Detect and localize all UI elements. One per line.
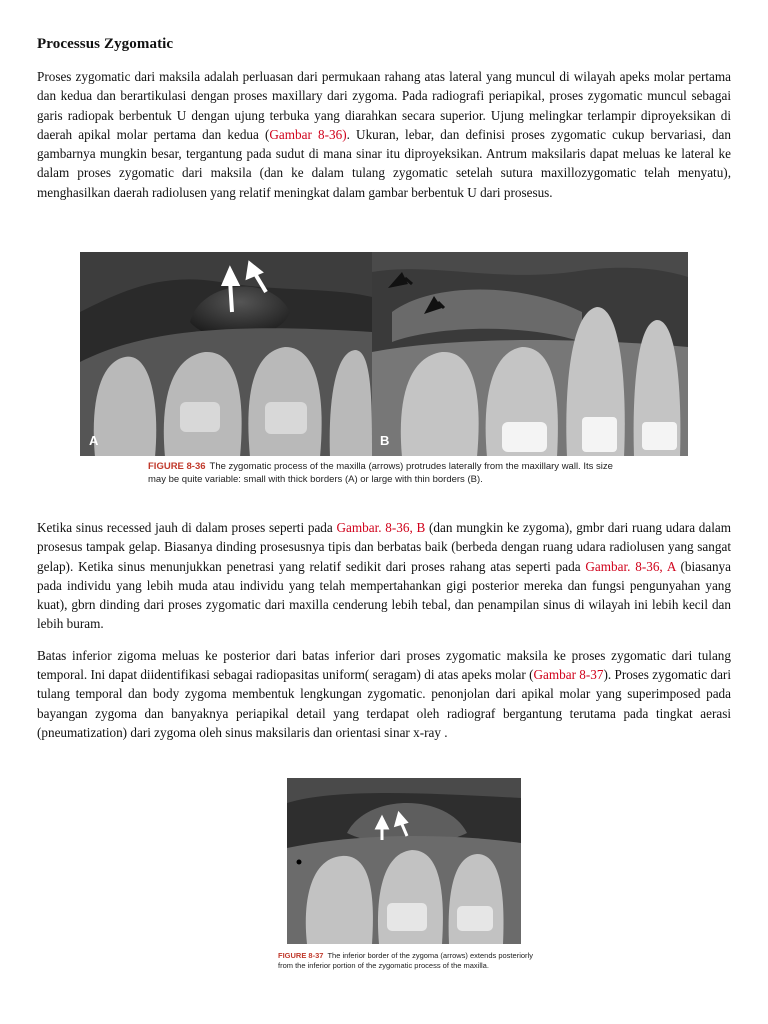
- figure-8-36-number: FIGURE 8-36: [148, 461, 206, 472]
- figure-reference-link[interactable]: Gambar 8-36): [269, 126, 347, 142]
- panel-label-a: A: [89, 433, 99, 448]
- radiograph-a-image: [80, 252, 372, 456]
- paragraph-2: [37, 518, 731, 634]
- paragraph-3-text-a: Batas inferior zigoma meluas ke posterior dari batas inferior dari proses zygomatic maksila ke proses zygomatic dari tulang temporal. Ini dapat diidentifikasi sebagai radiopasitas uniform( seragam) di atas apeks molar (: [37, 647, 731, 683]
- paragraph-1-text-b: . Ukuran, lebar, dan definisi proses zygomatic cukup bervariasi, dan gambarnya mungkin besar, tergantung pada sudut di mana sinar itu diproyeksikan. Antrum maksilaris dapat meluas ke lateral ke dalam proses zygomatic dari maksila (dan ke dalam tulang zygomatic setelah sutura maxillozygomatic telah menyatu), menghasilkan daerah radiolusen yang relatif meningkat dalam gambar berbentuk U dari prosesus.: [37, 126, 731, 200]
- panel-label-b: B: [380, 433, 390, 448]
- figure-8-37-caption: [278, 951, 540, 971]
- figure-8-37-caption-text: The inferior border of the zygoma (arrows) extends posteriorly from the inferior portion of the zygomatic process of the maxilla.: [278, 951, 533, 970]
- radiograph-b-image: [372, 252, 688, 456]
- document-page-lower: [37, 518, 731, 754]
- radiograph-8-37-image: [287, 778, 521, 944]
- figure-8-36-caption-text: The zygomatic process of the maxilla (arrows) protrudes laterally from the maxillary wall. Its size may be quite variable: small with thick borders (A) or large with thin borders (B).: [148, 461, 613, 485]
- paragraph-3: [37, 646, 731, 742]
- figure-8-37-number: FIGURE 8-37: [278, 951, 324, 960]
- figure-8-36: [80, 252, 688, 456]
- paragraph-2-text-c: (biasanya pada individu yang lebih muda atau individu yang telah mempertahankan gigi posterior mereka dan fungsi pengunyahan yang kuat), gbrn dinding dari proses zygomatic dari maxilla cenderung lebih tebal, dan penampilan sinus di wilayah ini lebih kecil dan lebih buram.: [37, 558, 731, 632]
- figure-8-37: [287, 778, 521, 944]
- paragraph-1: [37, 67, 731, 202]
- paragraph-2-text-b: (dan mungkin ke zygoma), gmbr dari ruang udara dalam prosesus tampak gelap. Biasanya dinding prosesusnya tipis dan berbatas baik (berbeda dengan ruang udara radiolusen yang sangat gelap). Ketika sinus menunjukkan penetrasi yang relatif sedikit dari proses rahang atas seperti pada: [37, 520, 732, 574]
- paragraph-1-text-a: Proses zygomatic dari maksila adalah perluasan dari permukaan rahang atas lateral yang muncul di wilayah apeks molar pertama dan kedua dan berartikulasi dengan proses maxillary dari zygoma. Pada radiografi periapikal, proses zygomatic muncul sebagai garis radiopak berbentuk U dengan ujung terbuka yang diarahkan secara superior. Ujung melingkar terlampir diproyeksikan di daerah apikal molar pertama dan kedua (: [37, 69, 731, 142]
- radiograph-panel-a: [80, 252, 372, 456]
- figure-reference-link-b[interactable]: Gambar. 8-36, B: [336, 520, 426, 535]
- paragraph-2-text-a: Ketika sinus recessed jauh di dalam proses seperti pada: [37, 520, 337, 535]
- paragraph-3-text-b: ). Proses zygomatic dari tulang temporal dan body zygoma membentuk lengkungan zygomatic. penonjolan dari apikal molar yang superimposed pada bayangan zygoma dan banyaknya periapikal detail yang terdapat oleh radiograf bergantung terutama pada tingkat aerasi (pneumatization) dari zygoma oleh sinus maksilaris dan orientasi sinar x-ray .: [37, 667, 731, 740]
- radiograph-panel-b: [372, 252, 688, 456]
- figure-reference-link-a[interactable]: Gambar. 8-36, A: [585, 558, 676, 574]
- document-page: [37, 36, 731, 214]
- figure-8-36-caption: [148, 460, 628, 486]
- figure-reference-link-8-37[interactable]: Gambar 8-37: [533, 667, 604, 683]
- section-heading: Processus Zygomatic: [37, 36, 174, 52]
